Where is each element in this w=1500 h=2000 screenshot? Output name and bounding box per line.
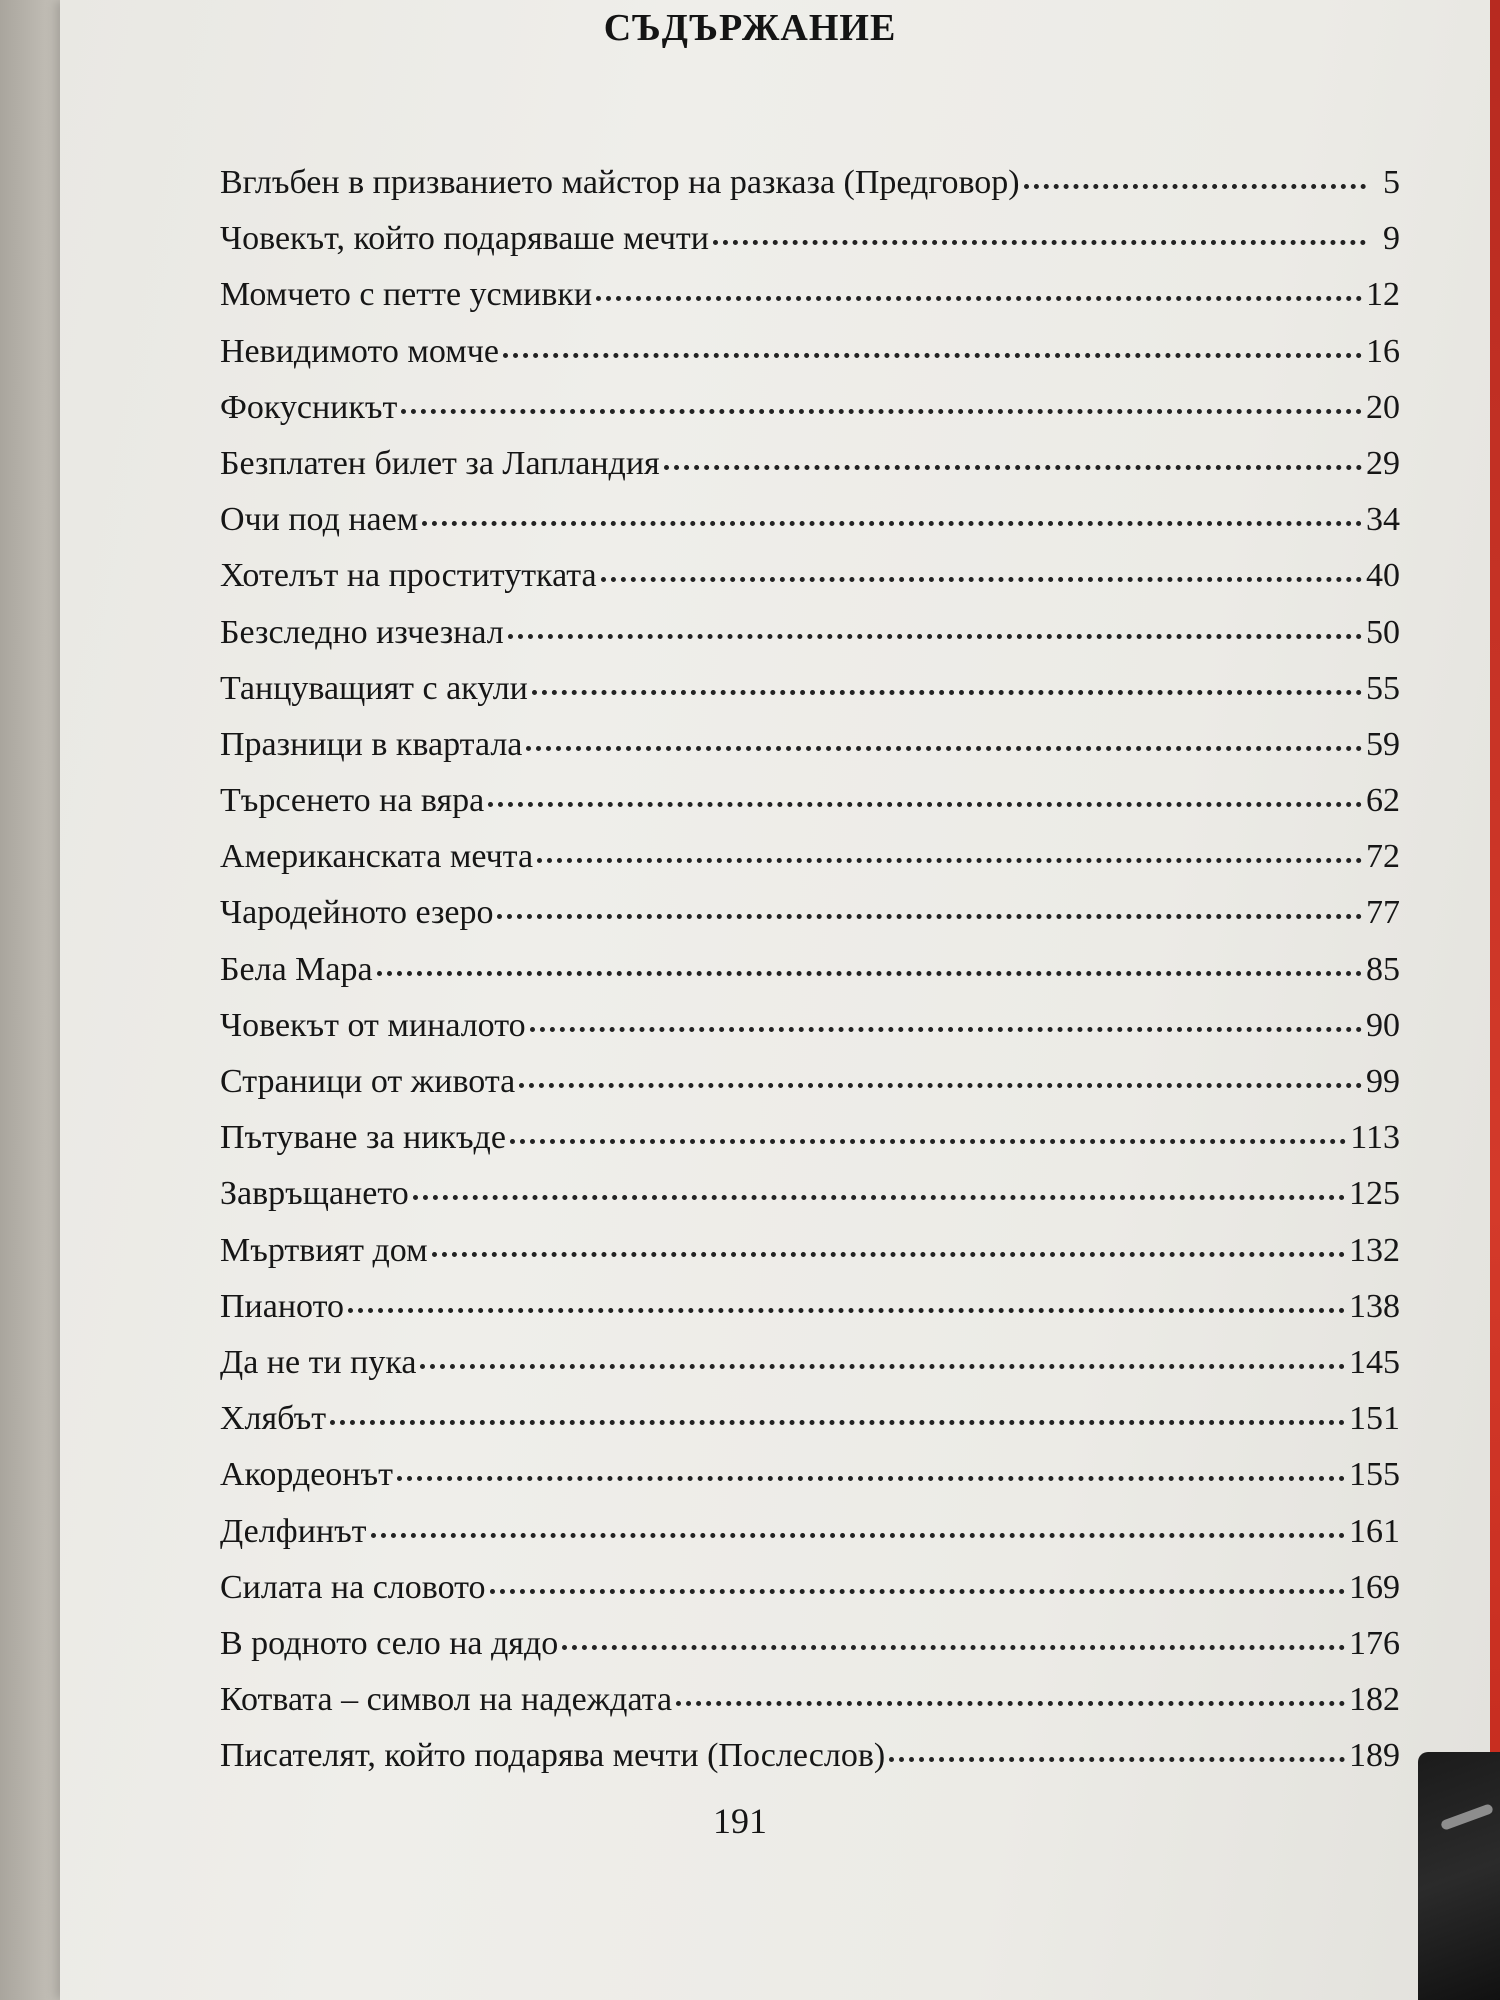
toc-entry-title: Да не ти пука <box>220 1343 417 1381</box>
toc-entry-title: Пианото <box>220 1287 344 1325</box>
toc-entry <box>220 220 1400 276</box>
toc-entry <box>220 557 1400 613</box>
toc-entry-page: 113 <box>1350 1119 1400 1157</box>
dot-leader <box>532 690 1362 695</box>
toc-entry-title: Мъртвият дом <box>220 1231 428 1269</box>
toc-entry-page: 20 <box>1366 388 1400 426</box>
dot-leader <box>413 1195 1345 1200</box>
dot-leader <box>490 1589 1345 1594</box>
toc-entry-title: Човекът от миналото <box>220 1006 526 1044</box>
toc-entry-page: 77 <box>1366 894 1400 932</box>
toc-entry-title: Пътуване за никъде <box>220 1119 506 1157</box>
toc-entry <box>220 333 1400 389</box>
toc-entry <box>220 501 1400 557</box>
toc-entry-title: Силата на словото <box>220 1568 486 1606</box>
toc-entry-title: Делфинът <box>220 1512 367 1550</box>
dot-leader <box>497 914 1362 919</box>
toc-entry <box>220 782 1400 838</box>
toc-entry <box>220 1119 1400 1175</box>
red-cover-edge <box>1490 0 1500 2000</box>
dot-leader <box>488 802 1362 807</box>
toc-entry-page: 50 <box>1366 613 1400 651</box>
toc-entry-title: Американската мечта <box>220 838 534 876</box>
toc-entry <box>220 894 1400 950</box>
toc-entry <box>220 1681 1400 1737</box>
toc-entry <box>220 1175 1400 1231</box>
toc-entry <box>220 164 1400 220</box>
toc-entry <box>220 614 1400 670</box>
toc-entry-title: Очи под наем <box>220 501 419 539</box>
dot-leader <box>1024 184 1366 189</box>
toc-entry-page: 189 <box>1349 1737 1400 1775</box>
toc-entry <box>220 1456 1400 1512</box>
toc-entry-title: Безплатен билет за Лапландия <box>220 444 660 482</box>
toc-entry <box>220 276 1400 332</box>
toc-entry-title: Котвата – символ на надеждата <box>220 1681 673 1719</box>
toc-entry-title: Момчето с петте усмивки <box>220 276 593 314</box>
dot-leader <box>422 521 1362 526</box>
toc-entry <box>220 1007 1400 1063</box>
dot-leader <box>397 1476 1345 1481</box>
toc-entry <box>220 838 1400 894</box>
toc-entry-title: Чародейното езеро <box>220 894 494 932</box>
toc-entry-page: 12 <box>1366 276 1400 314</box>
toc-entry-title: В родното село на дядо <box>220 1624 559 1662</box>
toc-entry <box>220 1625 1400 1681</box>
toc-entry-title: Безследно изчезнал <box>220 613 504 651</box>
toc-entry-title: Писателят, който подарява мечти (Послеслов) <box>220 1737 886 1775</box>
dot-leader <box>432 1252 1345 1257</box>
table-of-contents <box>220 164 1400 1793</box>
toc-entry-page: 40 <box>1366 557 1400 595</box>
page-title: СЪДЪРЖАНИЕ <box>603 7 897 49</box>
dot-leader <box>377 971 1362 976</box>
toc-entry <box>220 1288 1400 1344</box>
toc-entry <box>220 726 1400 782</box>
dot-leader <box>601 577 1362 582</box>
toc-entry <box>220 1344 1400 1400</box>
toc-entry-title: Човекът, който подаряваше мечти <box>220 220 709 258</box>
toc-entry <box>220 1063 1400 1119</box>
toc-entry-page: 90 <box>1366 1006 1400 1044</box>
dot-leader <box>508 634 1362 639</box>
toc-entry-page: 55 <box>1366 669 1400 707</box>
toc-entry-page: 99 <box>1366 1063 1400 1100</box>
dot-leader <box>713 240 1366 245</box>
toc-entry-title: Хлябът <box>220 1400 327 1438</box>
toc-entry <box>220 1232 1400 1288</box>
toc-entry-page: 151 <box>1349 1400 1400 1438</box>
toc-entry-title: Бела Мара <box>220 950 373 988</box>
toc-entry-page: 182 <box>1349 1681 1400 1719</box>
toc-entry <box>220 389 1400 445</box>
toc-entry-page: 161 <box>1349 1512 1400 1550</box>
dot-leader <box>401 409 1362 414</box>
toc-entry-page: 145 <box>1349 1343 1400 1381</box>
toc-entry-page: 125 <box>1349 1175 1400 1213</box>
toc-entry-page: 59 <box>1366 725 1400 763</box>
toc-entry <box>220 1400 1400 1456</box>
toc-entry-page: 9 <box>1383 220 1400 258</box>
dot-leader <box>519 1083 1362 1088</box>
dot-leader <box>420 1364 1345 1369</box>
toc-entry-title: Завръщането <box>220 1175 409 1213</box>
toc-entry-page: 85 <box>1366 950 1400 988</box>
toc-entry-page: 138 <box>1349 1287 1400 1325</box>
toc-entry-page: 34 <box>1366 501 1400 539</box>
dot-leader <box>526 746 1362 751</box>
toc-entry-title: Страници от живота <box>220 1063 516 1100</box>
toc-entry <box>220 445 1400 501</box>
toc-entry-page: 176 <box>1349 1624 1400 1662</box>
pen-clip-object <box>1418 1752 1500 2000</box>
dot-leader <box>503 353 1362 358</box>
toc-entry-page: 29 <box>1366 444 1400 482</box>
toc-entry-page: 155 <box>1349 1456 1400 1494</box>
toc-entry <box>220 670 1400 726</box>
toc-entry-page: 72 <box>1366 838 1400 876</box>
toc-entry-title: Празници в квартала <box>220 725 523 763</box>
toc-entry <box>220 1513 1400 1569</box>
dot-leader <box>664 465 1362 470</box>
toc-entry <box>220 1737 1400 1793</box>
dot-leader <box>530 1027 1362 1032</box>
toc-entry-title: Акордеонът <box>220 1456 393 1494</box>
toc-entry-title: Вглъбен в призванието майстор на разказа (Предговор) <box>220 164 1020 201</box>
toc-entry <box>220 951 1400 1007</box>
toc-entry-title: Фокусникът <box>220 388 398 426</box>
dot-leader <box>510 1139 1346 1144</box>
toc-entry-page: 169 <box>1349 1568 1400 1606</box>
dot-leader <box>889 1757 1345 1762</box>
dot-leader <box>537 858 1362 863</box>
dot-leader <box>348 1308 1345 1313</box>
dot-leader <box>371 1533 1345 1538</box>
toc-entry-page: 132 <box>1349 1231 1400 1269</box>
toc-entry-page: 5 <box>1383 164 1400 201</box>
toc-entry-title: Хотелът на проститутката <box>220 557 597 595</box>
dot-leader <box>676 1701 1345 1706</box>
dot-leader <box>562 1645 1345 1650</box>
toc-entry-title: Танцуващият с акули <box>220 669 528 707</box>
toc-entry-page: 62 <box>1366 782 1400 820</box>
toc-entry-title: Търсенето на вяра <box>220 782 485 820</box>
book-page <box>60 0 1500 2000</box>
dot-leader <box>596 296 1362 301</box>
toc-entry <box>220 1569 1400 1625</box>
page-number: 191 <box>713 1801 767 1841</box>
dot-leader <box>330 1420 1345 1425</box>
toc-entry-title: Невидимото момче <box>220 332 499 370</box>
toc-entry-page: 16 <box>1366 332 1400 370</box>
